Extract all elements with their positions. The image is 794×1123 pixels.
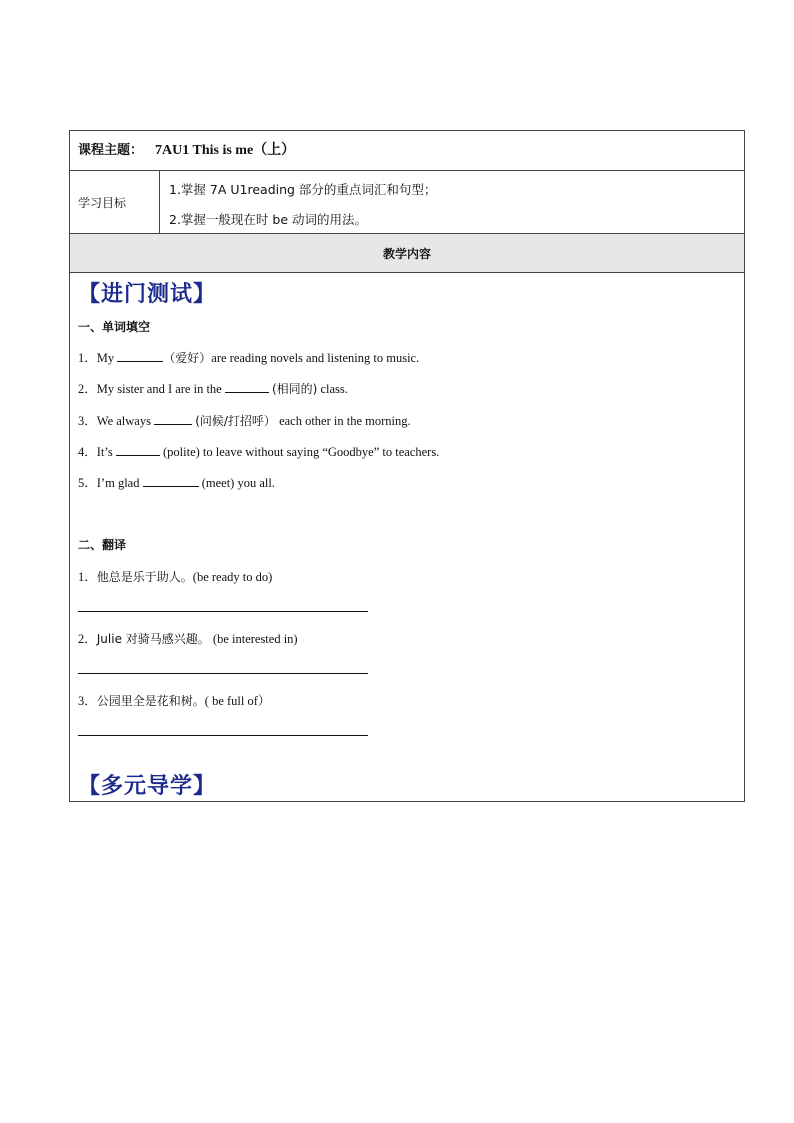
guided-learning-title: 【多元导学】 (78, 774, 217, 799)
lesson-sheet (69, 130, 745, 802)
translation-answer-line[interactable] (78, 611, 368, 612)
course-row (70, 131, 744, 171)
answer-blank[interactable] (143, 475, 199, 487)
answer-blank[interactable] (116, 444, 160, 456)
course-label: 课程主题： (78, 143, 144, 158)
content-heading-row (70, 234, 744, 273)
goal-item: 2.掌握一般现在时 be 动词的用法。 (169, 212, 367, 227)
goal-item: 1.掌握 7A U1reading 部分的重点词汇和句型； (169, 182, 437, 197)
course-title (78, 139, 295, 159)
entry-test-title: 【进门测试】 (78, 282, 217, 307)
content-heading: 教学内容 (382, 247, 431, 261)
course-value: 7AU1 This is me（上） (155, 143, 296, 158)
answer-blank[interactable] (225, 381, 269, 393)
fill-in-question: 5．I’m glad (meet) you all. (78, 476, 275, 490)
translation-question: 3．公园里全是花和树。( be full of） (78, 694, 271, 708)
translation-answer-line[interactable] (78, 735, 368, 736)
fill-in-heading: 一、单词填空 (78, 320, 151, 334)
translation-question: 1．他总是乐于助人。(be ready to do) (78, 570, 273, 584)
answer-blank[interactable] (117, 350, 163, 362)
goal-label: 学习目标 (70, 171, 160, 233)
goals-row (70, 171, 744, 234)
fill-in-question: 1．My （爱好）are reading novels and listening to music. (78, 351, 420, 365)
fill-in-question: 4．It’s (polite) to leave without saying “Goodbye” to teachers. (78, 445, 440, 459)
translation-question: 2．Julie 对骑马感兴趣。 (be interested in) (78, 632, 298, 646)
answer-blank[interactable] (154, 413, 192, 425)
fill-in-question: 3．We always (问候/打招呼） each other in the morning. (78, 414, 411, 428)
fill-in-question: 2．My sister and I are in the (相同的) class. (78, 382, 348, 396)
translation-answer-line[interactable] (78, 673, 368, 674)
translation-heading: 二、翻译 (78, 538, 127, 552)
